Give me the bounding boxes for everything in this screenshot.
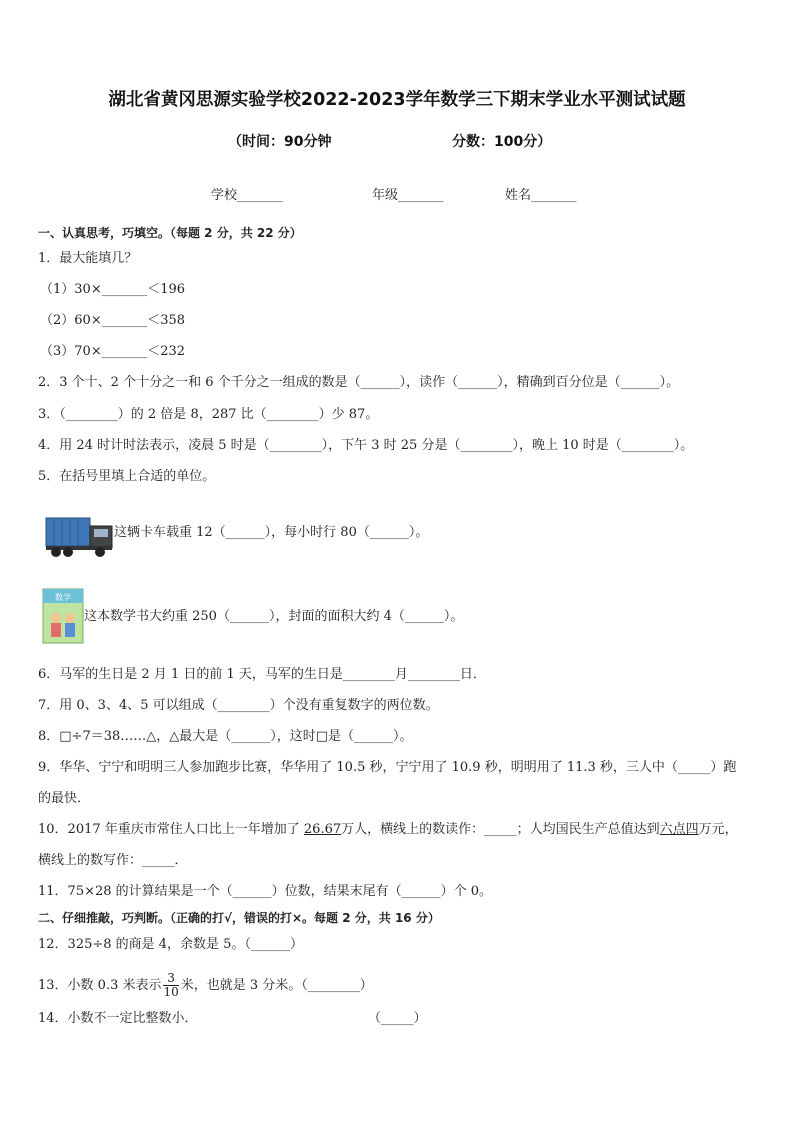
question-6: 6．马军的生日是 2 月 1 日的前 1 天，马军的生日是________月________日． bbox=[38, 667, 486, 682]
name-field: 姓名_______ bbox=[505, 188, 577, 203]
question-3: 3．（________）的 2 倍是 8，287 比（________）少 87。 bbox=[38, 407, 379, 422]
question-2: 2．3 个十、2 个十分之一和 6 个千分之一组成的数是（______），读作（______），精确到百分位是（______）。 bbox=[38, 375, 680, 390]
question-1-stem: 1．最大能填几？ bbox=[38, 251, 138, 266]
school-field: 学校_______ bbox=[211, 188, 283, 203]
math-book-cover-label: 数学 bbox=[55, 593, 71, 602]
section-1-heading: 一、认真思考，巧填空。（每题 2 分，共 22 分） bbox=[38, 226, 302, 240]
section-2-heading: 二、仔细推敲，巧判断。（正确的打√，错误的打×。每题 2 分，共 16 分） bbox=[38, 911, 440, 925]
question-10-number-2: 六点四 bbox=[659, 822, 699, 837]
question-10-line-1 bbox=[38, 821, 774, 839]
question-1-part-1: （1）30×_______＜196 bbox=[40, 282, 186, 297]
question-5-book: 这本数学书大约重 250（______），封面的面积大约 4（______）。 bbox=[84, 609, 464, 624]
question-13-post: 米，也就是 3 分米。（________） bbox=[180, 978, 373, 993]
question-10-mid: 万人，横线上的数读作：_____；人均国民生产总值达到 bbox=[341, 822, 660, 837]
question-14-answer-blank: （_____） bbox=[368, 1011, 427, 1026]
question-10-pre: 10．2017 年重庆市常住人口比上一年增加了 bbox=[38, 822, 304, 837]
question-13 bbox=[38, 972, 774, 999]
question-11: 11．75×28 的计算结果是一个（______）位数，结果末尾有（______）个 0。 bbox=[38, 884, 493, 899]
question-5-truck: 这辆卡车载重 12（______），每小时行 80（______）。 bbox=[114, 525, 429, 540]
question-13-pre: 13．小数 0.3 米表示 bbox=[38, 978, 162, 993]
fraction-3-10 bbox=[163, 972, 178, 999]
exam-time: （时间：90分钟 bbox=[228, 134, 332, 150]
fraction-numerator: 3 bbox=[163, 972, 178, 986]
fraction-denominator: 10 bbox=[163, 985, 179, 999]
truck-image bbox=[44, 512, 116, 558]
question-1-part-3: （3）70×_______＜232 bbox=[40, 344, 186, 359]
question-10-post: 万元， bbox=[698, 822, 738, 837]
exam-score: 分数：100分） bbox=[452, 134, 552, 150]
question-9-line-1: 9．华华、宁宁和明明三人参加跑步比赛，华华用了 10.5 秒，宁宁用了 10.9 秒，明明用了 11.3 秒，三人中（_____）跑 bbox=[38, 760, 737, 775]
question-8: 8．□÷7＝38……△，△最大是（______），这时□是（______）。 bbox=[38, 729, 413, 744]
question-10-number-1: 26.67 bbox=[303, 822, 342, 837]
question-7: 7．用 0、3、4、5 可以组成（________）个没有重复数字的两位数。 bbox=[38, 698, 439, 713]
math-book-image bbox=[42, 588, 84, 644]
question-10-line-2: 横线上的数写作：_____． bbox=[38, 853, 188, 868]
page-title: 湖北省黄冈思源实验学校2022-2023学年数学三下期末学业水平测试试题 bbox=[108, 90, 686, 110]
question-5-stem: 5．在括号里填上合适的单位。 bbox=[38, 469, 216, 484]
grade-field: 年级_______ bbox=[372, 188, 444, 203]
question-1-part-2: （2）60×_______＜358 bbox=[40, 313, 186, 328]
question-14: 14．小数不一定比整数小． bbox=[38, 1011, 198, 1026]
question-9-line-2: 的最快． bbox=[38, 791, 91, 806]
question-12: 12．325÷8 的商是 4，余数是 5。（______） bbox=[38, 937, 303, 952]
question-4: 4．用 24 时计时法表示，凌晨 5 时是（________），下午 3 时 25 分是（________），晚上 10 时是（________）。 bbox=[38, 438, 694, 453]
